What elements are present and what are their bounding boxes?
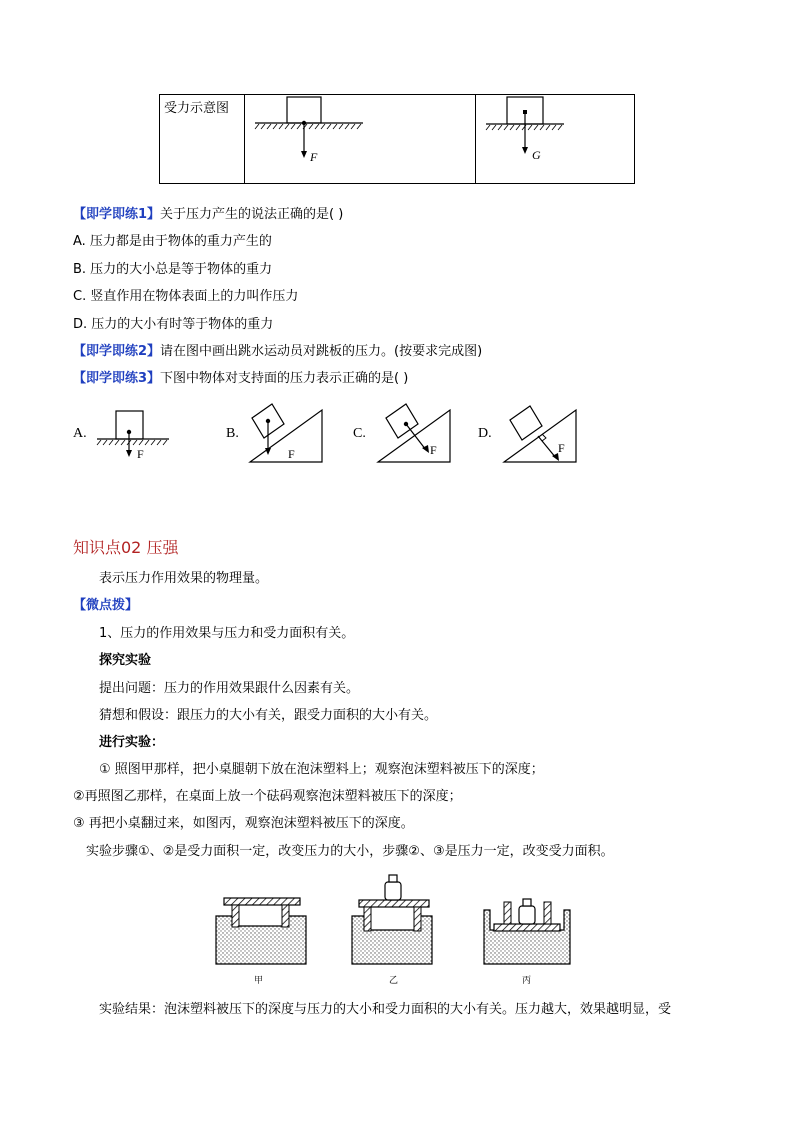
exercise-2 [73, 343, 482, 361]
point-1: 1、压力的作用效果与压力和受力面积有关。 [99, 626, 355, 641]
section-heading: 知识点02 压强 [73, 538, 179, 557]
explore-hypothesis: 猜想和假设：跟压力的大小有关，跟受力面积的大小有关。 [99, 708, 438, 723]
explore-question: 提出问题：压力的作用效果跟什么因素有关。 [99, 681, 360, 696]
option-a-force-label: F [137, 447, 144, 461]
exercise-1-tag: 【即学即练1】 [73, 207, 161, 222]
section-intro: 表示压力作用效果的物理量。 [99, 571, 269, 586]
exercise-3-tag: 【即学即练3】 [73, 371, 161, 386]
option-b-force-label: F [288, 447, 295, 461]
option-c-force-label: F [430, 443, 437, 457]
option-b-label: B. [226, 426, 239, 441]
force-label-g: G [532, 148, 541, 162]
table-row-label-cell [160, 95, 245, 184]
option-c-figure [374, 400, 456, 466]
explore-title: 探究实验 [99, 653, 152, 668]
option-d-force-label: F [558, 441, 565, 455]
figure-yi [352, 875, 432, 985]
figure-label-jia: 甲 [254, 975, 264, 985]
figure-jia [216, 898, 306, 985]
experiment-figures [214, 872, 584, 987]
exercise-1-option-c: C. 竖直作用在物体表面上的力叫作压力 [73, 289, 299, 304]
exercise-1-question: 关于压力产生的说法正确的是( ) [160, 207, 344, 222]
table-row-label: 受力示意图 [164, 101, 230, 116]
exercise-2-tag: 【即学即练2】 [73, 344, 161, 359]
step-3: ③ 再把小桌翻过来，如图丙，观察泡沫塑料被压下的深度。 [73, 816, 414, 831]
exercise-1-option-d: D. 压力的大小有时等于物体的重力 [73, 317, 274, 332]
exercise-3 [73, 370, 408, 388]
figure-label-bing: 丙 [522, 975, 532, 985]
option-b-figure [246, 400, 328, 466]
exercise-3-question: 下图中物体对支持面的压力表示正确的是( ) [160, 371, 409, 386]
option-a-label: A. [73, 426, 87, 441]
option-d-figure [500, 400, 582, 466]
steps-note: 实验步骤①、②是受力面积一定，改变压力的大小，步骤②、③是压力一定，改变受力面积。 [86, 844, 614, 859]
exercise-1-option-a: A. 压力都是由于物体的重力产生的 [73, 234, 272, 249]
experiment-result: 实验结果：泡沫塑料被压下的深度与压力的大小和受力面积的大小有关。压力越大，效果越明显，受 [99, 1002, 672, 1017]
exercise-2-question: 请在图中画出跳水运动员对跳板的压力。(按要求完成图) [160, 344, 483, 359]
tip-tag: 【微点拨】 [73, 598, 139, 613]
horizontal-pressure-figure [245, 95, 475, 179]
force-label-f: F [310, 150, 318, 164]
table-figure-cell-1 [245, 95, 476, 184]
option-d-label: D. [478, 426, 492, 441]
exercise-1-option-b: B. 压力的大小总是等于物体的重力 [73, 262, 273, 277]
option-a-figure [95, 408, 175, 464]
explore-conduct: 进行实验： [99, 735, 165, 750]
force-diagram-table [159, 94, 635, 184]
step-2: ②再照图乙那样，在桌面上放一个砝码观察泡沫塑料被压下的深度； [73, 789, 462, 804]
table-figure-cell-2 [476, 95, 635, 184]
gravity-figure [476, 95, 634, 179]
figure-bing [484, 899, 570, 985]
figure-label-yi: 乙 [389, 975, 399, 985]
exercise-1 [73, 206, 343, 224]
option-c-label: C. [353, 426, 366, 441]
step-1: ① 照图甲那样，把小桌腿朝下放在泡沫塑料上；观察泡沫塑料被压下的深度； [99, 762, 544, 777]
